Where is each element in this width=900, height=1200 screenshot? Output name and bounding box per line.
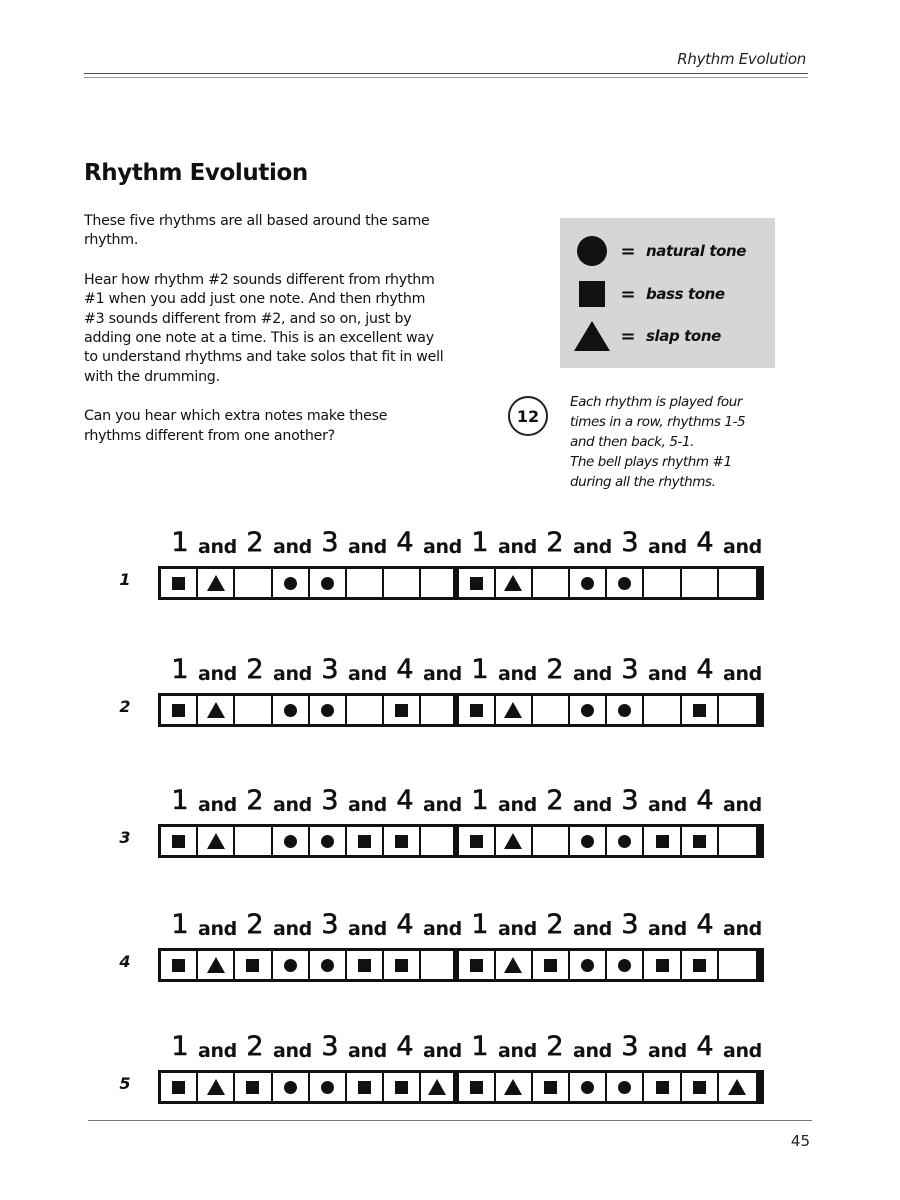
- triangle-icon: [574, 318, 610, 354]
- count-beat: 3: [321, 1031, 339, 1062]
- rhythm-cell: [161, 951, 198, 979]
- count-beat: 3: [621, 654, 639, 685]
- rhythm-row: [0, 776, 900, 866]
- count-line: [162, 1022, 762, 1062]
- note-line: The bell plays rhythm #1: [570, 454, 732, 470]
- rhythm-grid: [158, 1070, 764, 1104]
- circle-icon: [574, 233, 610, 269]
- count-beat: 1: [171, 654, 189, 685]
- rhythm-cell: [496, 1073, 533, 1101]
- circle-icon: [321, 959, 334, 972]
- rhythm-cell: [235, 696, 272, 724]
- header-rule-secondary: [84, 77, 808, 78]
- count-beat: 4: [696, 909, 714, 940]
- count-beat: 1: [171, 909, 189, 940]
- count-and: and: [647, 918, 687, 940]
- count-beat: 4: [696, 654, 714, 685]
- square-icon: [693, 959, 706, 972]
- rhythm-cell: [570, 696, 607, 724]
- circle-icon: [581, 959, 594, 972]
- rhythm-cell: [161, 1073, 198, 1101]
- circle-icon: [581, 577, 594, 590]
- rhythm-cell: [570, 827, 607, 855]
- header-rule: [84, 73, 808, 74]
- page-number: 45: [790, 1132, 810, 1150]
- circle-icon: [581, 835, 594, 848]
- square-icon: [246, 959, 259, 972]
- square-icon: [693, 704, 706, 717]
- rhythm-cell: [198, 1073, 235, 1101]
- rhythm-cell: [496, 696, 533, 724]
- count-and: and: [647, 794, 687, 816]
- rhythm-cell: [496, 951, 533, 979]
- count-and: and: [572, 794, 612, 816]
- circle-icon: [284, 577, 297, 590]
- rhythm-cell: [347, 569, 384, 597]
- count-beat: 1: [471, 654, 489, 685]
- count-and: and: [497, 536, 537, 558]
- rhythm-cell: [421, 951, 458, 979]
- count-and: and: [197, 1040, 237, 1062]
- rhythm-cell: [682, 951, 719, 979]
- rhythm-cell: [347, 827, 384, 855]
- count-and: and: [422, 1040, 462, 1062]
- count-and: and: [572, 663, 612, 685]
- count-and: and: [272, 794, 312, 816]
- rhythm-cell: [273, 696, 310, 724]
- square-icon: [470, 1081, 483, 1094]
- legend-equals: =: [620, 325, 636, 347]
- intro-paragraph: Hear how rhythm #2 sounds different from rhythm #1 when you add just one note. And then rhythm #3 sounds different from #2, and so on, just by adding one note at a time. This is an excellent way to understand rhythms and take solos that fit in well with the drumming.: [84, 271, 444, 385]
- rhythm-row: [0, 645, 900, 735]
- rhythm-row: [0, 1022, 900, 1112]
- count-and: and: [647, 536, 687, 558]
- count-and: and: [197, 536, 237, 558]
- count-beat: 2: [246, 654, 264, 685]
- circle-icon: [618, 959, 631, 972]
- rhythm-cell: [682, 696, 719, 724]
- count-and: and: [722, 918, 762, 940]
- count-and: and: [572, 536, 612, 558]
- rhythm-cell: [719, 1073, 756, 1101]
- circle-icon: [321, 704, 334, 717]
- square-icon: [470, 835, 483, 848]
- rhythm-grid: [158, 693, 764, 727]
- count-beat: 4: [696, 527, 714, 558]
- triangle-icon: [207, 702, 225, 718]
- count-beat: 2: [546, 654, 564, 685]
- count-and: and: [197, 918, 237, 940]
- rhythm-cell: [496, 827, 533, 855]
- count-and: and: [722, 1040, 762, 1062]
- triangle-icon: [504, 957, 522, 973]
- count-beat: 4: [696, 785, 714, 816]
- count-beat: 1: [471, 527, 489, 558]
- count-beat: 1: [471, 909, 489, 940]
- rhythm-cell: [384, 1073, 421, 1101]
- intro-paragraph: Can you hear which extra notes make these rhythms different from one another?: [84, 408, 388, 444]
- triangle-icon: [504, 575, 522, 591]
- triangle-icon: [728, 1079, 746, 1095]
- count-and: and: [422, 794, 462, 816]
- rhythm-grid: [158, 566, 764, 600]
- triangle-icon: [207, 1079, 225, 1095]
- count-beat: 1: [171, 785, 189, 816]
- rhythm-cell: [198, 696, 235, 724]
- count-and: and: [422, 536, 462, 558]
- count-and: and: [722, 794, 762, 816]
- count-and: and: [347, 536, 387, 558]
- square-icon: [544, 959, 557, 972]
- count-beat: 4: [696, 1031, 714, 1062]
- rhythm-cell: [198, 951, 235, 979]
- square-icon: [470, 959, 483, 972]
- rhythm-cell: [607, 569, 644, 597]
- square-icon: [358, 835, 371, 848]
- count-and: and: [497, 1040, 537, 1062]
- count-beat: 4: [396, 785, 414, 816]
- rhythm-cell: [384, 569, 421, 597]
- count-and: and: [647, 663, 687, 685]
- square-icon: [470, 577, 483, 590]
- square-icon: [544, 1081, 557, 1094]
- count-line: [162, 776, 762, 816]
- count-and: and: [572, 1040, 612, 1062]
- square-icon: [172, 704, 185, 717]
- count-line: [162, 645, 762, 685]
- rhythm-cell: [235, 1073, 272, 1101]
- rhythm-cell: [384, 951, 421, 979]
- rhythm-grid: [158, 948, 764, 982]
- rhythm-cell: [607, 696, 644, 724]
- count-and: and: [722, 663, 762, 685]
- rhythm-cell: [421, 827, 458, 855]
- rhythm-cell: [310, 827, 347, 855]
- rhythm-cell: [607, 951, 644, 979]
- square-icon: [656, 959, 669, 972]
- triangle-icon: [504, 702, 522, 718]
- rhythm-cell: [644, 1073, 681, 1101]
- count-and: and: [347, 794, 387, 816]
- rhythm-cell: [273, 827, 310, 855]
- count-beat: 3: [321, 909, 339, 940]
- rhythm-cell: [644, 696, 681, 724]
- rhythm-cell: [310, 951, 347, 979]
- playing-note: [570, 392, 780, 492]
- triangle-icon: [207, 575, 225, 591]
- rhythm-row: [0, 900, 900, 990]
- circle-icon: [581, 1081, 594, 1094]
- square-icon: [693, 835, 706, 848]
- count-and: and: [497, 794, 537, 816]
- square-icon: [358, 959, 371, 972]
- count-beat: 1: [171, 527, 189, 558]
- rhythm-cell: [347, 1073, 384, 1101]
- count-and: and: [647, 1040, 687, 1062]
- legend-equals: =: [620, 240, 636, 262]
- circle-icon: [618, 704, 631, 717]
- rhythm-cell: [273, 951, 310, 979]
- rhythm-cell: [198, 827, 235, 855]
- count-and: and: [197, 663, 237, 685]
- count-beat: 3: [321, 785, 339, 816]
- count-beat: 3: [321, 654, 339, 685]
- count-line: [162, 900, 762, 940]
- rhythm-cell: [421, 696, 458, 724]
- rhythm-cell: [533, 696, 570, 724]
- count-and: and: [347, 1040, 387, 1062]
- triangle-icon: [504, 1079, 522, 1095]
- count-beat: 2: [546, 1031, 564, 1062]
- rhythm-cell: [719, 569, 756, 597]
- rhythm-number: 4: [119, 952, 131, 971]
- square-icon: [395, 1081, 408, 1094]
- triangle-icon: [207, 833, 225, 849]
- intro-text: [84, 212, 444, 466]
- symbol-legend: [560, 218, 775, 368]
- rhythm-cell: [496, 569, 533, 597]
- count-beat: 2: [246, 909, 264, 940]
- circle-icon: [321, 835, 334, 848]
- count-and: and: [272, 918, 312, 940]
- rhythm-cell: [421, 569, 458, 597]
- rhythm-grid: [158, 824, 764, 858]
- rhythm-cell: [570, 1073, 607, 1101]
- square-icon: [172, 959, 185, 972]
- rhythm-number: 5: [119, 1074, 131, 1093]
- count-beat: 1: [171, 1031, 189, 1062]
- legend-row-bass: [574, 276, 725, 312]
- count-line: [162, 518, 762, 558]
- rhythm-cell: [347, 696, 384, 724]
- rhythm-cell: [607, 827, 644, 855]
- count-beat: 4: [396, 654, 414, 685]
- page-title: Rhythm Evolution: [84, 160, 308, 186]
- legend-label: natural tone: [646, 242, 747, 260]
- count-beat: 2: [246, 527, 264, 558]
- count-beat: 2: [246, 785, 264, 816]
- note-line: during all the rhythms.: [570, 474, 716, 490]
- square-icon: [172, 835, 185, 848]
- count-and: and: [347, 663, 387, 685]
- note-line: times in a row, rhythms 1-5: [570, 414, 746, 430]
- circle-icon: [284, 959, 297, 972]
- count-beat: 1: [471, 1031, 489, 1062]
- rhythm-cell: [235, 827, 272, 855]
- count-and: and: [272, 1040, 312, 1062]
- rhythm-cell: [384, 827, 421, 855]
- circle-icon: [618, 577, 631, 590]
- rhythm-cell: [235, 951, 272, 979]
- intro-paragraph: These five rhythms are all based around the same rhythm.: [84, 213, 430, 249]
- count-and: and: [722, 536, 762, 558]
- legend-equals: =: [620, 283, 636, 305]
- legend-row-slap: [574, 318, 721, 354]
- rhythm-cell: [644, 951, 681, 979]
- count-and: and: [272, 536, 312, 558]
- rhythm-cell: [347, 951, 384, 979]
- circle-icon: [284, 835, 297, 848]
- square-icon: [574, 276, 610, 312]
- count-and: and: [572, 918, 612, 940]
- count-beat: 3: [621, 527, 639, 558]
- count-beat: 3: [621, 909, 639, 940]
- count-beat: 3: [321, 527, 339, 558]
- circle-icon: [321, 1081, 334, 1094]
- rhythm-cell: [310, 1073, 347, 1101]
- rhythm-cell: [310, 696, 347, 724]
- rhythm-cell: [644, 569, 681, 597]
- rhythm-number: 3: [119, 828, 131, 847]
- count-beat: 4: [396, 527, 414, 558]
- count-beat: 4: [396, 1031, 414, 1062]
- rhythm-cell: [533, 827, 570, 855]
- circle-icon: [284, 1081, 297, 1094]
- triangle-icon: [504, 833, 522, 849]
- rhythm-cell: [310, 569, 347, 597]
- rhythm-cell: [161, 827, 198, 855]
- rhythm-cell: [644, 827, 681, 855]
- rhythm-cell: [570, 569, 607, 597]
- count-beat: 2: [546, 785, 564, 816]
- square-icon: [395, 704, 408, 717]
- circle-icon: [581, 704, 594, 717]
- rhythm-cell: [459, 569, 496, 597]
- rhythm-cell: [719, 827, 756, 855]
- triangle-icon: [428, 1079, 446, 1095]
- rhythm-cell: [682, 1073, 719, 1101]
- count-and: and: [272, 663, 312, 685]
- rhythm-cell: [570, 951, 607, 979]
- count-beat: 1: [471, 785, 489, 816]
- rhythm-cell: [459, 827, 496, 855]
- triangle-icon: [207, 957, 225, 973]
- square-icon: [395, 835, 408, 848]
- square-icon: [358, 1081, 371, 1094]
- rhythm-cell: [459, 1073, 496, 1101]
- count-and: and: [422, 663, 462, 685]
- rhythm-cell: [421, 1073, 458, 1101]
- rhythm-cell: [198, 569, 235, 597]
- circle-icon: [618, 835, 631, 848]
- rhythm-cell: [384, 696, 421, 724]
- count-and: and: [347, 918, 387, 940]
- running-head: Rhythm Evolution: [677, 50, 806, 68]
- square-icon: [395, 959, 408, 972]
- count-beat: 4: [396, 909, 414, 940]
- rhythm-row: [0, 518, 900, 608]
- square-icon: [172, 1081, 185, 1094]
- rhythm-cell: [273, 1073, 310, 1101]
- rhythm-cell: [607, 1073, 644, 1101]
- footer-rule: [88, 1120, 812, 1121]
- rhythm-cell: [719, 696, 756, 724]
- count-beat: 3: [621, 785, 639, 816]
- rhythm-cell: [235, 569, 272, 597]
- circle-icon: [618, 1081, 631, 1094]
- rhythm-cell: [533, 951, 570, 979]
- square-icon: [172, 577, 185, 590]
- rhythm-cell: [533, 569, 570, 597]
- rhythm-cell: [719, 951, 756, 979]
- circle-icon: [284, 704, 297, 717]
- count-and: and: [197, 794, 237, 816]
- count-beat: 2: [246, 1031, 264, 1062]
- circle-icon: [321, 577, 334, 590]
- rhythm-number: 1: [119, 570, 131, 589]
- count-and: and: [422, 918, 462, 940]
- track-number-badge: 12: [508, 396, 548, 436]
- count-and: and: [497, 918, 537, 940]
- rhythm-cell: [161, 696, 198, 724]
- count-and: and: [497, 663, 537, 685]
- square-icon: [693, 1081, 706, 1094]
- count-beat: 2: [546, 909, 564, 940]
- square-icon: [656, 835, 669, 848]
- legend-label: bass tone: [646, 285, 725, 303]
- square-icon: [470, 704, 483, 717]
- count-beat: 3: [621, 1031, 639, 1062]
- square-icon: [656, 1081, 669, 1094]
- note-line: and then back, 5-1.: [570, 434, 695, 450]
- legend-row-natural: [574, 233, 746, 269]
- rhythm-cell: [459, 951, 496, 979]
- rhythm-cell: [161, 569, 198, 597]
- count-beat: 2: [546, 527, 564, 558]
- rhythm-cell: [273, 569, 310, 597]
- rhythm-cell: [682, 569, 719, 597]
- rhythm-number: 2: [119, 697, 131, 716]
- square-icon: [246, 1081, 259, 1094]
- legend-label: slap tone: [646, 327, 721, 345]
- note-line: Each rhythm is played four: [570, 394, 743, 410]
- rhythm-cell: [682, 827, 719, 855]
- rhythm-cell: [533, 1073, 570, 1101]
- rhythm-cell: [459, 696, 496, 724]
